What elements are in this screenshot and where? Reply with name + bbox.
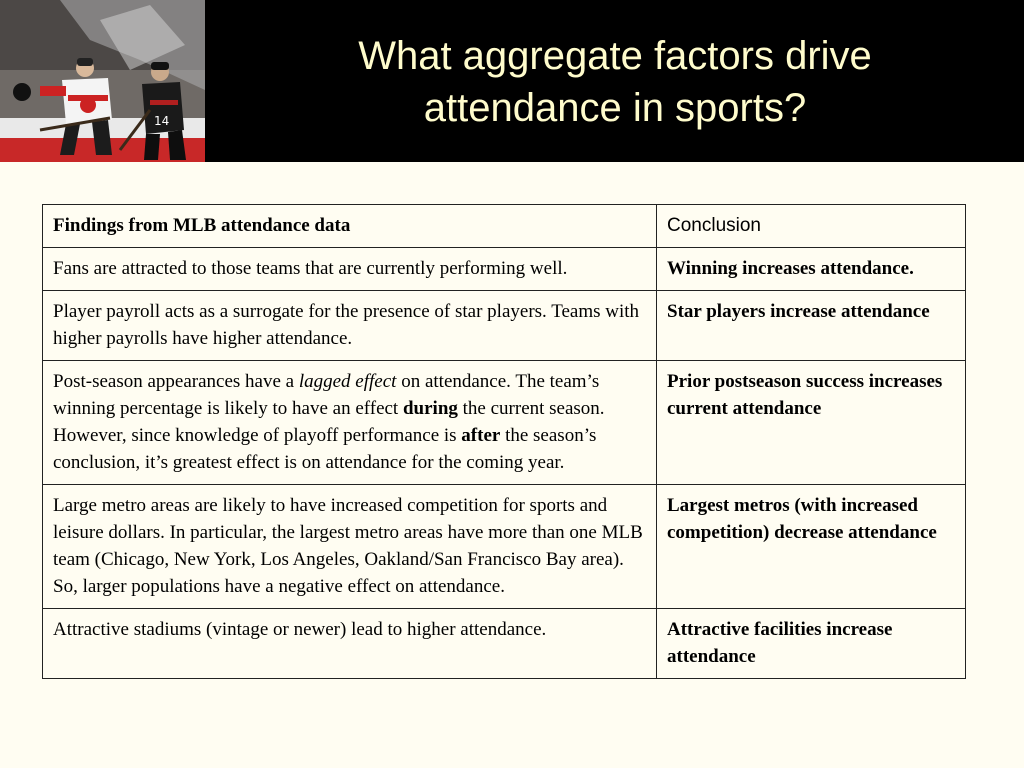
finding-text: the season’s conclusion, it’s greatest effect is on attendance for the coming year. — [53, 425, 597, 473]
header-findings: Findings from MLB attendance data — [43, 205, 657, 248]
slide-title-line-2: attendance in sports? — [423, 86, 807, 130]
slide-title — [215, 30, 1015, 134]
finding-cell — [43, 361, 657, 485]
finding-cell — [43, 291, 657, 361]
table-row — [43, 291, 966, 361]
header-conclusion: Conclusion — [657, 205, 966, 248]
conclusion-cell: Largest metros (with increased competition) decrease attendance — [657, 485, 966, 609]
conclusion-cell: Winning increases attendance. — [657, 248, 966, 291]
finding-cell — [43, 485, 657, 609]
finding-text: the current season. However, since knowledge of playoff performance is — [53, 398, 605, 446]
finding-text: Post-season appearances have a — [53, 371, 299, 392]
finding-text: on attendance. The team’s winning percentage is likely to have an effect — [53, 371, 600, 419]
findings-table — [42, 204, 966, 679]
conclusion-cell: Star players increase attendance — [657, 291, 966, 361]
finding-cell — [43, 609, 657, 679]
conclusion-cell: Attractive facilities increase attendance — [657, 609, 966, 679]
finding-text: Large metro areas are likely to have increased competition for sports and leisure dollars. In particular, the largest metro areas have more than one MLB team (Chicago, New York, Los Angeles, Oakland/San Francisco Bay area). So, larger populations have a negative effect on attendance. — [53, 495, 643, 597]
finding-text: Attractive stadiums (vintage or newer) lead to higher attendance. — [53, 619, 547, 640]
table-header-row — [43, 205, 966, 248]
table-row — [43, 248, 966, 291]
svg-text:14: 14 — [154, 114, 170, 128]
table-row — [43, 361, 966, 485]
finding-emphasis: lagged effect — [298, 371, 397, 392]
finding-text: Player payroll acts as a surrogate for the presence of star players. Teams with higher payrolls have higher attendance. — [53, 301, 640, 349]
hockey-players-photo — [0, 0, 205, 162]
finding-bold: after — [461, 425, 501, 446]
table-row — [43, 609, 966, 679]
conclusion-cell: Prior postseason success increases current attendance — [657, 361, 966, 485]
slide-title-line-1: What aggregate factors drive — [358, 34, 872, 78]
finding-cell — [43, 248, 657, 291]
slide-header — [0, 0, 1024, 162]
table-row — [43, 485, 966, 609]
finding-text: Fans are attracted to those teams that are currently performing well. — [53, 258, 568, 279]
finding-bold: during — [402, 398, 458, 419]
